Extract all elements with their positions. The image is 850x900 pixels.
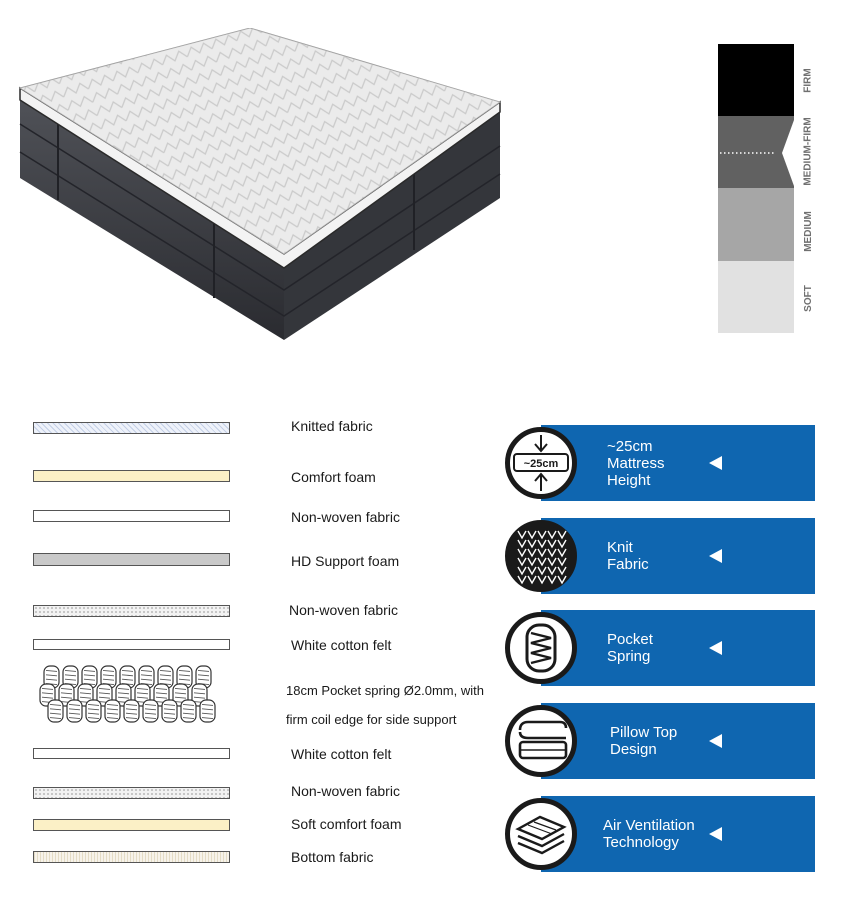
feature-pillow-top — [505, 703, 817, 781]
layer-label: Bottom fabric — [291, 849, 374, 865]
feature-mattress-height — [505, 425, 817, 503]
pillow-top-icon — [505, 705, 577, 777]
layer-swatch-bottom-fabric — [33, 851, 230, 863]
feature-bar — [541, 610, 815, 686]
layer-label: Non-woven fabric — [291, 783, 400, 799]
layer-label: White cotton felt — [291, 637, 392, 653]
feature-text: Pillow Top Design — [610, 724, 678, 758]
rating-label-firm: FIRM — [802, 67, 814, 93]
height-icon-text: ~25cm — [523, 458, 559, 470]
feature-bar — [541, 518, 815, 594]
layer-swatch-knitted-fabric — [33, 422, 230, 434]
layer-swatch-hd-support-foam — [33, 553, 230, 566]
layer-label: Non-woven fabric — [289, 602, 398, 618]
layer-swatch-white-cotton-felt — [33, 639, 230, 650]
rating-label-soft: SOFT — [802, 284, 814, 312]
layer-swatch-non-woven-fabric — [33, 787, 230, 799]
arrow-left-icon — [709, 641, 722, 655]
rating-firm-block — [718, 44, 794, 116]
layer-swatch-comfort-foam — [33, 470, 230, 482]
layer-label: Soft comfort foam — [291, 816, 402, 832]
layer-swatch-white-cotton-felt — [33, 748, 230, 759]
arrow-left-icon — [709, 456, 722, 470]
rating-label-medium-firm: MEDIUM-FIRM — [802, 116, 814, 186]
feature-knit-fabric — [505, 518, 817, 596]
pocket-spring-illustration — [38, 664, 238, 724]
layer-label: HD Support foam — [291, 553, 400, 569]
feature-bar — [541, 425, 815, 501]
feature-bar — [541, 703, 815, 779]
rating-soft-block — [718, 261, 794, 333]
mattress-height-icon — [505, 427, 577, 499]
layer-label: Comfort foam — [291, 469, 376, 485]
feature-text: Knit Fabric — [607, 539, 649, 573]
layer-label: 18cm Pocket spring Ø2.0mm, with — [286, 683, 484, 698]
rating-selected-marker — [718, 120, 810, 186]
layer-swatch-non-woven-fabric — [33, 510, 230, 522]
layer-label: firm coil edge for side support — [286, 712, 457, 727]
pocket-spring-icon — [505, 612, 577, 684]
arrow-left-icon — [709, 734, 722, 748]
rating-label-medium: MEDIUM — [802, 210, 814, 252]
feature-air-ventilation — [505, 796, 817, 874]
mattress-image — [14, 28, 514, 350]
arrow-left-icon — [709, 549, 722, 563]
layer-label: Non-woven fabric — [291, 509, 400, 525]
layer-label: White cotton felt — [291, 746, 392, 762]
layer-label: Knitted fabric — [291, 418, 373, 434]
layer-swatch-non-woven-fabric — [33, 605, 230, 617]
air-ventilation-icon — [505, 798, 577, 870]
knit-fabric-icon — [505, 520, 577, 592]
feature-text: Pocket Spring — [607, 631, 653, 665]
feature-text: Air Ventilation Technology — [603, 817, 695, 851]
feature-text: ~25cm Mattress Height — [607, 437, 665, 489]
arrow-left-icon — [709, 827, 722, 841]
feature-pocket-spring — [505, 610, 817, 688]
rating-medium-block — [718, 188, 794, 261]
layer-swatch-soft-comfort-foam — [33, 819, 230, 831]
